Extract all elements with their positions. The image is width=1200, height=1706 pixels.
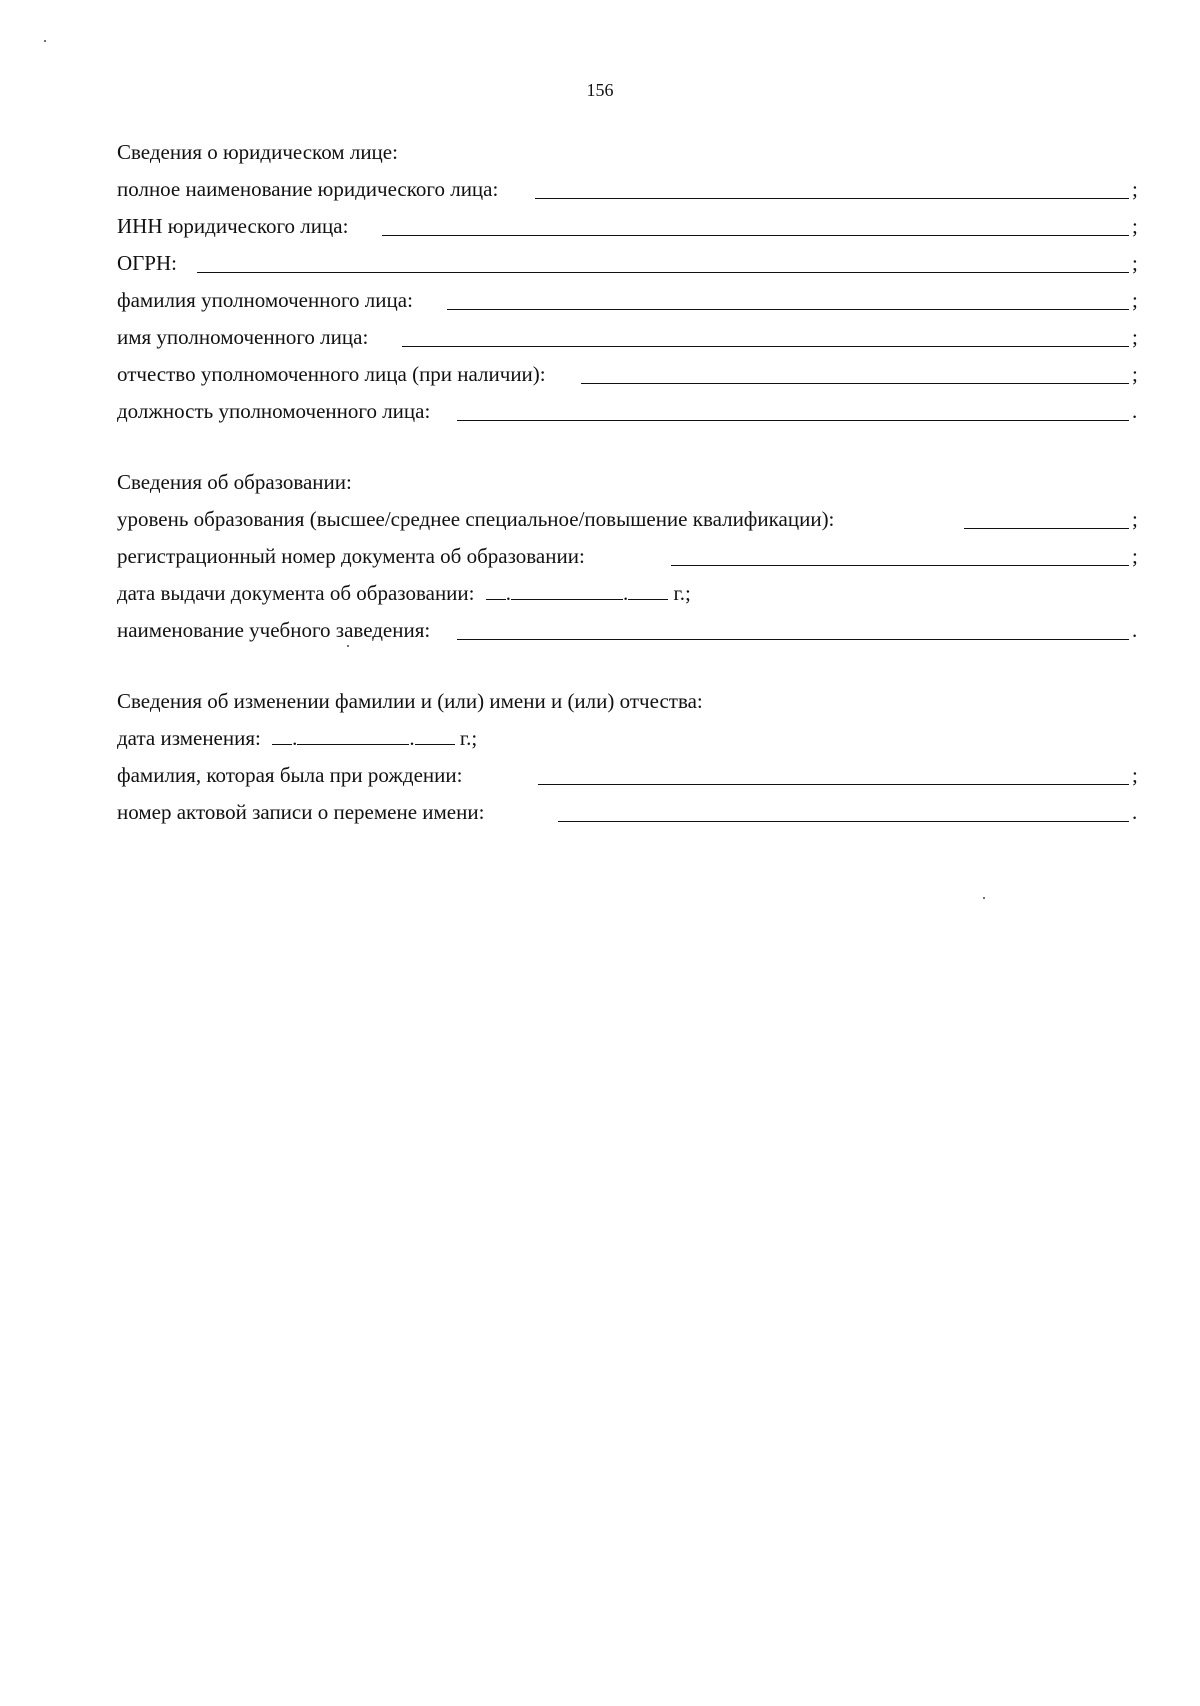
issue-year-blank[interactable]	[628, 581, 668, 600]
field-end-mark: ;	[1132, 214, 1138, 238]
date-separator: .	[623, 581, 629, 605]
position-blank[interactable]	[457, 420, 1129, 421]
field-end-mark: .	[1132, 618, 1138, 642]
birth-surname-blank[interactable]	[538, 784, 1129, 785]
field-end-mark: ;	[1132, 362, 1138, 386]
change-day-blank[interactable]	[272, 726, 292, 745]
legal-entity-section	[117, 134, 1146, 430]
field-first-name	[117, 319, 1146, 356]
field-end-mark: ;	[1132, 288, 1138, 312]
name-change-section	[117, 683, 1146, 831]
field-change-date	[117, 720, 1146, 757]
institution-blank[interactable]	[457, 639, 1129, 640]
field-label: ОГРН:	[117, 251, 177, 275]
name-change-title: Сведения об изменении фамилии и (или) имени и (или) отчества:	[117, 689, 703, 713]
first-name-blank[interactable]	[402, 346, 1129, 347]
field-label: фамилия уполномоченного лица:	[117, 288, 413, 312]
date-separator: .	[409, 726, 415, 750]
field-birth-surname	[117, 757, 1146, 794]
scan-speck	[983, 897, 985, 899]
field-surname	[117, 282, 1146, 319]
legal-entity-title: Сведения о юридическом лице:	[117, 140, 398, 164]
field-inn	[117, 208, 1146, 245]
field-end-mark: .	[1132, 399, 1138, 423]
issue-month-blank[interactable]	[511, 581, 623, 600]
field-end-mark: ;	[1132, 251, 1138, 275]
field-education-level	[117, 501, 1146, 538]
issue-day-blank[interactable]	[486, 581, 506, 600]
field-position	[117, 393, 1146, 430]
education-level-blank[interactable]	[964, 528, 1129, 529]
scan-speck	[347, 645, 349, 647]
field-end-mark: ;	[1132, 544, 1138, 568]
field-label: уровень образования (высшее/среднее специальное/повышение квалификации):	[117, 507, 835, 531]
date-separator: .	[505, 581, 511, 605]
scan-speck	[44, 40, 46, 42]
field-patronymic	[117, 356, 1146, 393]
field-label: регистрационный номер документа об образовании:	[117, 544, 585, 568]
field-label: отчество уполномоченного лица (при наличии):	[117, 362, 546, 386]
inn-blank[interactable]	[382, 235, 1129, 236]
field-end-mark: ;	[1132, 325, 1138, 349]
field-label: наименование учебного заведения:	[117, 618, 431, 642]
change-year-blank[interactable]	[415, 726, 455, 745]
field-label: номер актовой записи о перемене имени:	[117, 800, 485, 824]
date-separator: .	[292, 726, 298, 750]
field-institution	[117, 612, 1146, 649]
page-number: 156	[586, 80, 614, 100]
change-month-blank[interactable]	[297, 726, 409, 745]
field-end-mark: .	[1132, 800, 1138, 824]
field-end-mark: ;	[1132, 177, 1138, 201]
field-end-mark: ;	[1132, 507, 1138, 531]
field-full-name	[117, 171, 1146, 208]
date-suffix: г.;	[459, 726, 478, 750]
field-document-reg-number	[117, 538, 1146, 575]
field-document-issue-date	[117, 575, 1146, 612]
record-number-blank[interactable]	[558, 821, 1129, 822]
patronymic-blank[interactable]	[581, 383, 1129, 384]
education-title: Сведения об образовании:	[117, 470, 352, 494]
field-end-mark: ;	[1132, 763, 1138, 787]
education-section	[117, 464, 1146, 649]
field-label: имя уполномоченного лица:	[117, 325, 369, 349]
field-label: дата изменения:	[117, 726, 261, 750]
date-suffix: г.;	[673, 581, 691, 605]
field-record-number	[117, 794, 1146, 831]
field-label: должность уполномоченного лица:	[117, 399, 431, 423]
document-reg-number-blank[interactable]	[671, 565, 1129, 566]
field-ogrn	[117, 245, 1146, 282]
field-label: полное наименование юридического лица:	[117, 177, 499, 201]
full-name-blank[interactable]	[535, 198, 1129, 199]
field-label: ИНН юридического лица:	[117, 214, 349, 238]
surname-blank[interactable]	[447, 309, 1129, 310]
field-label: дата выдачи документа об образовании:	[117, 581, 475, 605]
field-label: фамилия, которая была при рождении:	[117, 763, 463, 787]
ogrn-blank[interactable]	[197, 272, 1129, 273]
